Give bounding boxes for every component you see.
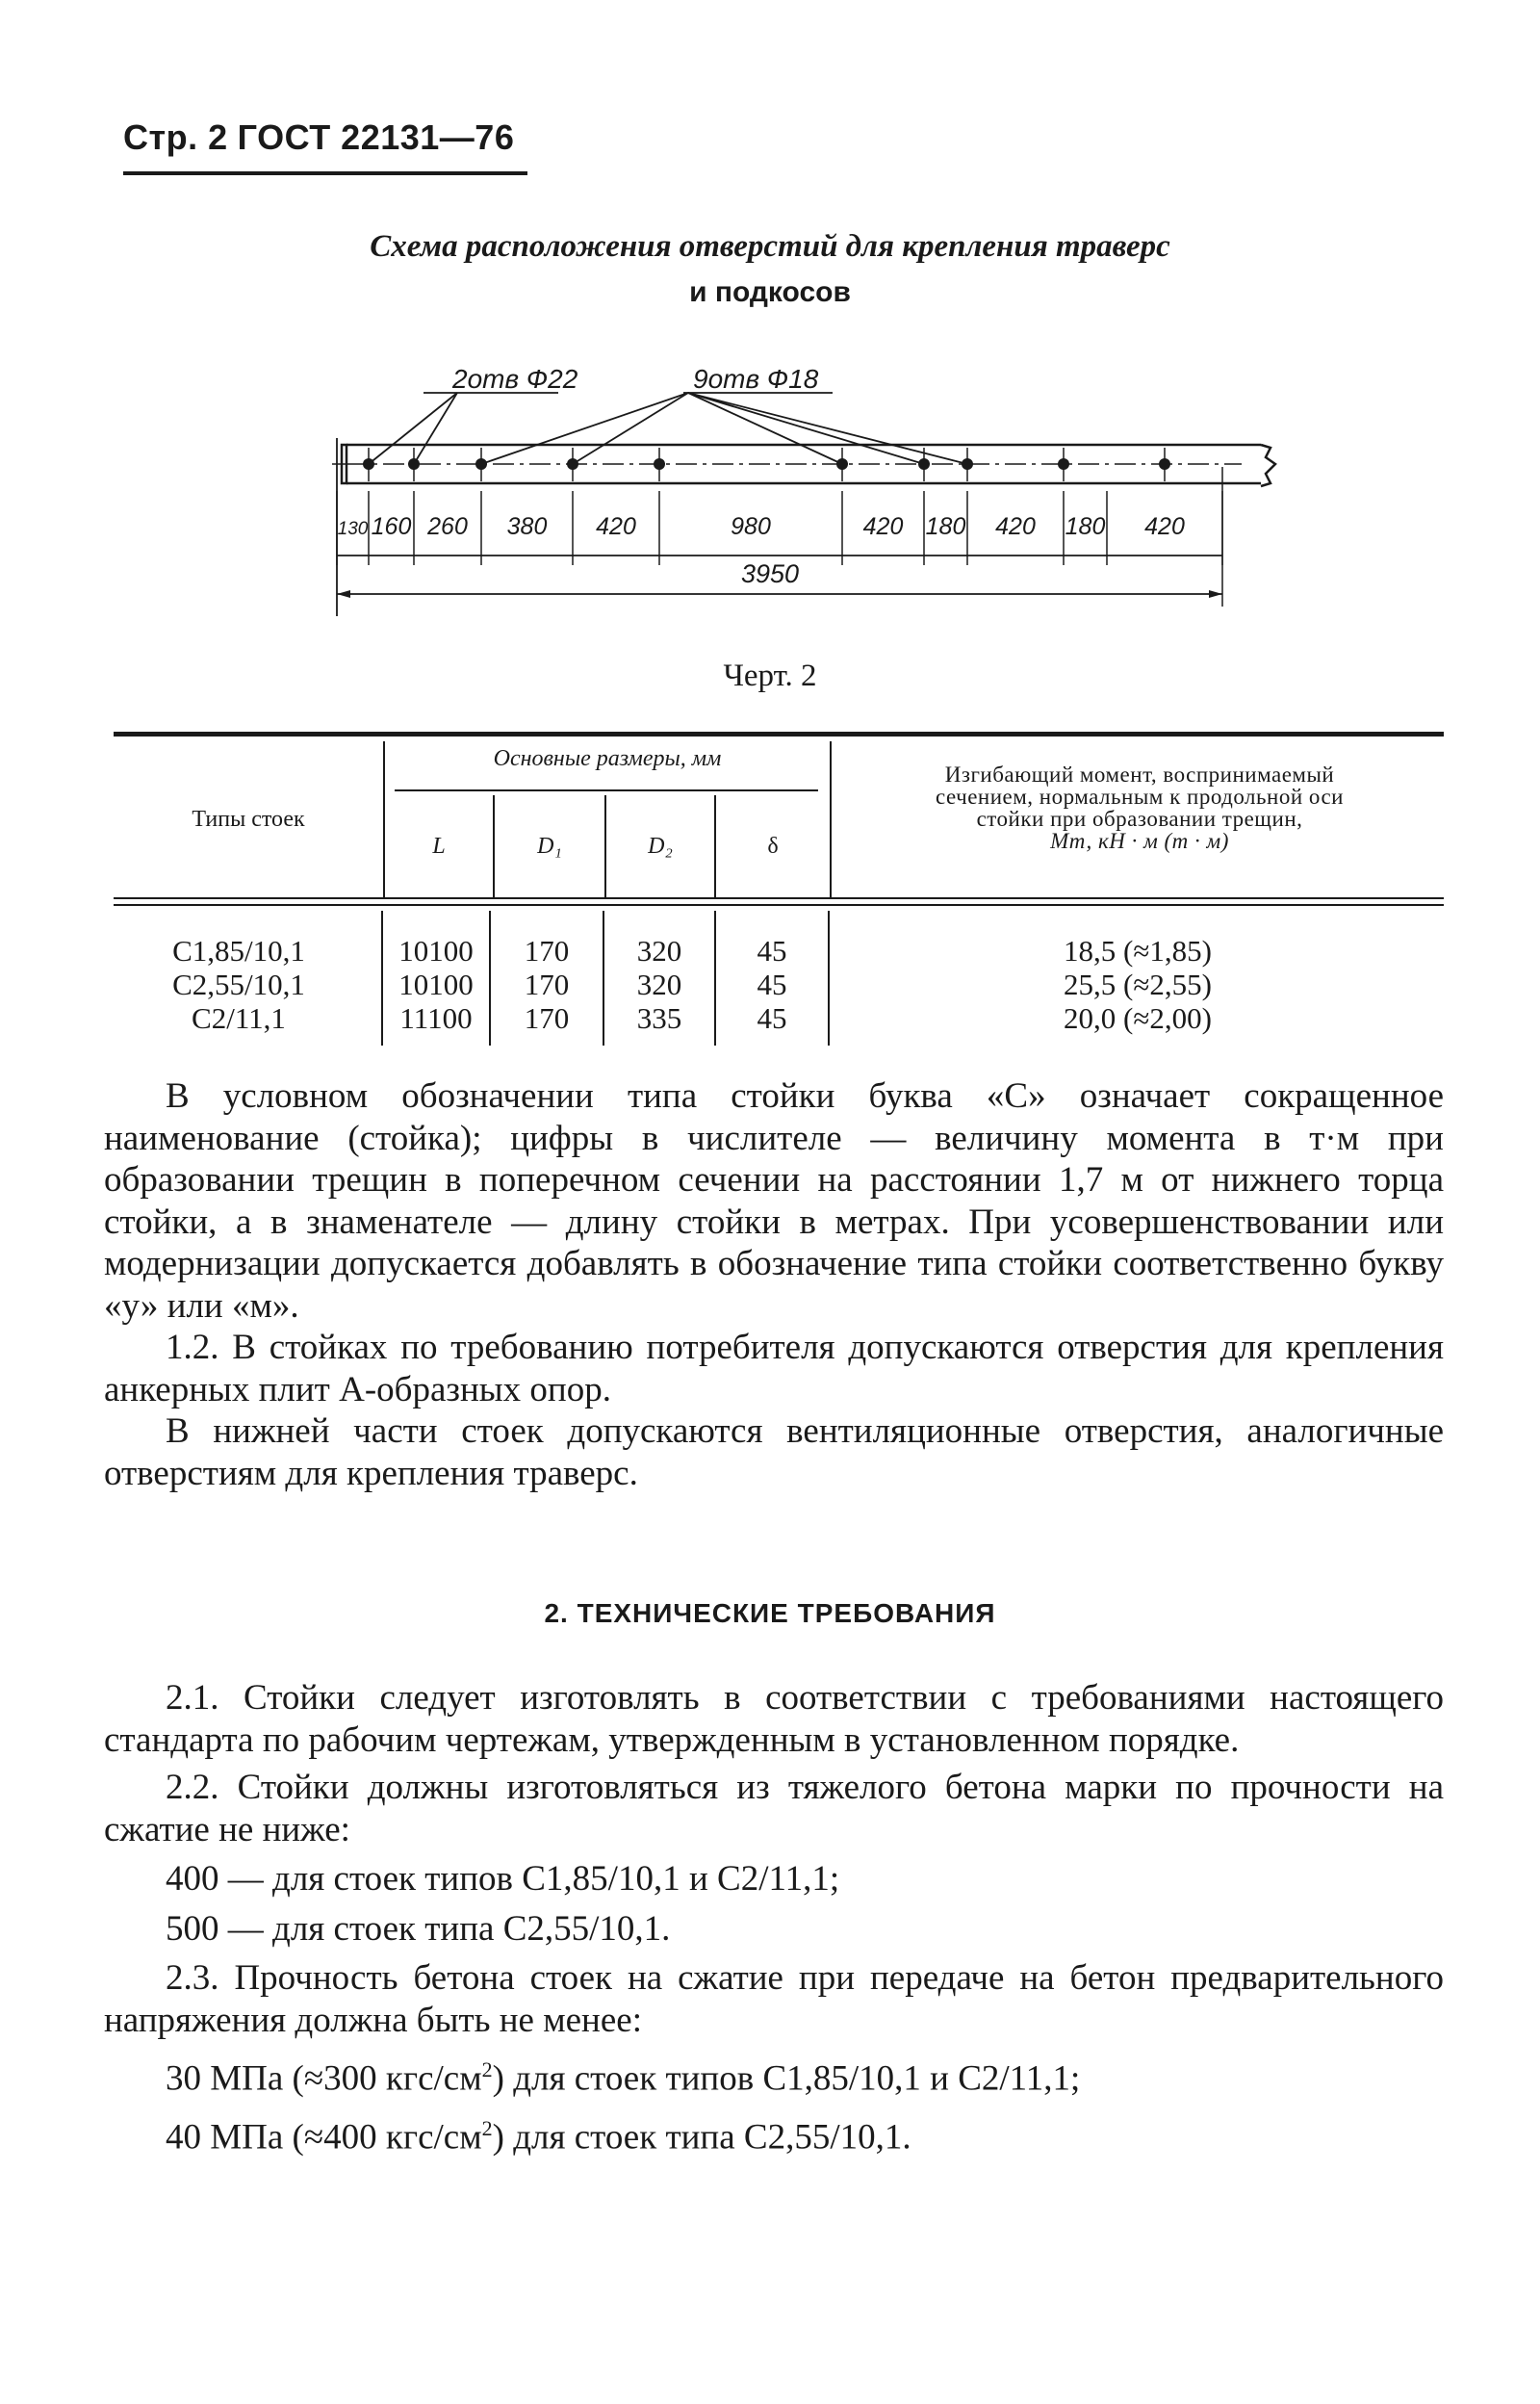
row3-L: 11100 (399, 1001, 473, 1035)
row3-D2: 335 (636, 1001, 682, 1035)
scheme-title-line2: и подкосов (689, 276, 851, 308)
table-header-rule (114, 897, 1444, 906)
paragraph-ventilation: В нижней части стоек допускаются вентиляционные отверстия, аналогичные отверстиям для крепления траверс. (104, 1411, 1444, 1493)
row1-moment: 18,5 (≈1,85) (1064, 934, 1212, 968)
row1-D1: 170 (524, 934, 570, 968)
moment-header-line4: Mт, кН · м (т · м) (1050, 829, 1229, 853)
row2-D2: 320 (636, 968, 682, 1001)
body-text-block2 (104, 1677, 1444, 2158)
col-header-D1: D₁ (537, 834, 562, 859)
paragraph-2-2: 2.2. Стойки должны изготовляться из тяжелого бетона марки по прочности на сжатие не ниже: (104, 1768, 1444, 1849)
dimension-label: 380 (506, 513, 548, 540)
dimension-label: 420 (995, 513, 1036, 540)
col-header-D2: D₂ (648, 834, 673, 859)
table-top-rule (114, 732, 1444, 737)
paragraph-2-1: 2.1. Стойки следует изготовлять в соответствии с требованиями настоящего стандарта по рабочим чертежам, утвержденным в установленном порядке. (104, 1678, 1444, 1760)
total-length-label: 3950 (741, 559, 800, 588)
label-holes-18: 9отв Ф18 (693, 364, 819, 394)
row3-D1: 170 (524, 1001, 570, 1035)
dimension-label: 160 (371, 513, 412, 540)
row2-moment: 25,5 (≈2,55) (1064, 968, 1212, 1001)
col-group-header: Основные размеры, мм (493, 746, 722, 771)
row1-D2: 320 (636, 934, 682, 968)
row2-type: С2,55/10,1 (172, 968, 305, 1001)
moment-header-line2: сечением, нормальным к продольной оси (936, 785, 1344, 809)
page-number: Стр. 2 (123, 117, 228, 157)
moment-header-line1: Изгибающий момент, воспринимаемый (944, 763, 1335, 787)
col-header-type: Типы стоек (192, 807, 305, 832)
figure-caption: Черт. 2 (723, 659, 817, 693)
row1-type: С1,85/10,1 (172, 934, 305, 968)
paragraph-designation: В условном обозначении типа стойки буква «С» означает сокращенное наименование (стойка); цифры в числителе — величину момента в т·м при образовании трещин в поперечном сечении на расстоянии 1,7 м от нижнего торца стойки, а в знаменателе — длину стойки в метрах. При усовершенствовании или модернизации допускается добавлять в обозначение типа стойки соответственно букву «у» или «м». (104, 1076, 1444, 1326)
col-header-L: L (432, 834, 446, 859)
row2-D1: 170 (524, 968, 570, 1001)
row2-delta: 45 (757, 968, 787, 1001)
scheme-title-line1: Схема расположения отверстий для крепления траверс (370, 229, 1170, 264)
dimension-label: 420 (862, 513, 904, 540)
page-header (123, 117, 514, 158)
label-holes-22: 2отв Ф22 (452, 364, 578, 394)
dimension-label: 180 (925, 513, 966, 540)
dimension-labels (338, 513, 1185, 540)
header-rule (123, 171, 527, 175)
row3-delta: 45 (757, 1001, 787, 1035)
moment-header-line3: стойки при образовании трещин, (976, 807, 1303, 831)
row3-type: С2/11,1 (192, 1001, 286, 1035)
row1-delta: 45 (757, 934, 787, 968)
row1-L: 10100 (398, 934, 474, 968)
item-30mpa: 30 МПа (≈300 кгс/$см^2$) для стоек типов С1,85/10,1 и С2/11,1; (166, 2057, 1081, 2099)
dimension-label: 180 (1065, 513, 1106, 540)
col-header-moment (834, 763, 1446, 852)
dimension-label: 420 (596, 513, 636, 540)
scheme-title (0, 223, 1540, 316)
pole-break-mark (1261, 445, 1275, 486)
paragraph-2-3: 2.3. Прочность бетона стоек на сжатие при передаче на бетон предварительного напряжения должна быть не менее: (104, 1958, 1444, 2040)
standard-number: ГОСТ 22131—76 (237, 117, 515, 157)
dimension-label: 260 (427, 513, 468, 540)
row3-moment: 20,0 (≈2,00) (1064, 1001, 1212, 1035)
body-text-block1 (104, 1075, 1444, 1494)
col-header-delta: δ (767, 834, 779, 859)
holes-scheme-drawing (318, 351, 1280, 631)
paragraph-1-2: 1.2. В стойках по требованию потребителя допускаются отверстия для крепления анкерных плит А-образных опор. (104, 1328, 1444, 1409)
row2-L: 10100 (398, 968, 474, 1001)
item-500: 500 — для стоек типа С2,55/10,1. (166, 1908, 671, 1949)
item-40mpa: 40 МПа (≈400 кгс/$см^2$) для стоек типа С2,55/10,1. (166, 2115, 911, 2158)
section-heading: 2. ТЕХНИЧЕСКИЕ ТРЕБОВАНИЯ (544, 1598, 996, 1628)
dimension-label: 980 (731, 513, 771, 540)
dimension-label: 420 (1144, 513, 1185, 540)
item-400: 400 — для стоек типов С1,85/10,1 и С2/11,1; (166, 1859, 840, 1899)
dimension-label: 130 (337, 519, 369, 539)
